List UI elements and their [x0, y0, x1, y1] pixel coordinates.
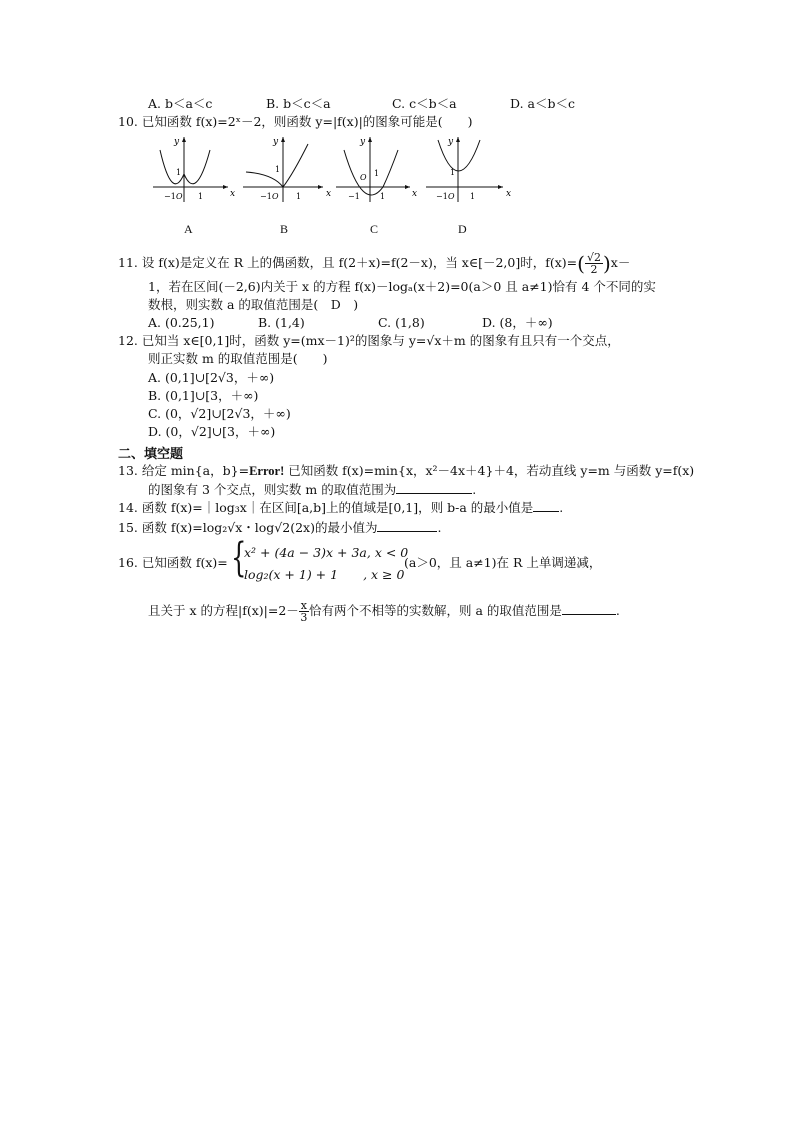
graph-b-tick-right: 1: [296, 192, 302, 201]
q14-text: 14. 函数 f(x)=｜log₃x｜在区间[a,b]上的值域是[0,1]，则 b-a 的最小值是: [118, 500, 534, 515]
graph-b-tick-neg1: −1: [260, 192, 272, 201]
q16-answer-blank[interactable]: [562, 602, 616, 615]
q16-fraction: [299, 600, 309, 623]
graph-d-tick-right: 1: [470, 192, 476, 201]
q16-case1: x² + (4a − 3)x + 3a, x < 0: [244, 545, 409, 560]
q12-line2: 则正实数 m 的取值范围是( ): [148, 351, 328, 366]
graph-label-a: A: [184, 222, 193, 236]
q16-brace: {: [231, 535, 247, 581]
q11-option-b: B. (1,4): [258, 315, 305, 330]
section-fill-in-heading: 二、填空题: [118, 447, 184, 462]
q16-case2: log₂(x + 1) + 1 , x ≥ 0: [244, 567, 405, 582]
q16-line2-b: 恰有两个不相等的实数解，则 a 的取值范围是: [309, 603, 562, 618]
q16-frac-den: 3: [300, 611, 308, 624]
q10-graph-svg: [148, 132, 708, 212]
graph-c-tick-right: 1: [380, 192, 386, 201]
graph-c-y-label: y: [360, 137, 366, 147]
q14-end: .: [559, 500, 564, 515]
graph-d-origin: O: [448, 192, 455, 201]
q11-frac-num: √2: [586, 251, 601, 264]
q13-line1: [118, 463, 694, 479]
q15-line: [118, 519, 441, 536]
q13-stem-a: 13. 给定 min{a，b}=: [118, 463, 250, 478]
q11-fraction: [585, 252, 603, 275]
q16-suffix: (a＞0，且 a≠1)在 R 上单调递减，: [404, 555, 602, 570]
graph-d: [426, 137, 511, 202]
q11-frac-den: 2: [590, 263, 598, 276]
graph-label-c: C: [370, 222, 379, 236]
q11-line2: 1，若在区间(－2,6)内关于 x 的方程 f(x)－logₐ(x＋2)=0(a＞0 且 a≠1)恰有 4 个不同的实: [148, 279, 656, 294]
q13-stem-b: 已知函数 f(x)=min{x，x²－4x＋4}＋4，若动直线 y=m 与函数 y=f(x): [284, 463, 695, 478]
graph-label-b: B: [280, 222, 289, 236]
graph-a: [153, 137, 235, 202]
graph-c-tick-neg1: −1: [348, 192, 360, 201]
graph-a-x-label: x: [230, 189, 236, 199]
graph-c-x-label: x: [412, 189, 418, 199]
graph-b-tick-1: 1: [275, 165, 281, 174]
q16-line2: [148, 600, 620, 623]
graph-label-d: D: [458, 222, 467, 236]
graph-d-tick-1: 1: [450, 168, 456, 177]
graph-a-y-label: y: [174, 137, 180, 147]
q13-line2: [148, 481, 476, 498]
q16-prefix: 16. 已知函数 f(x)=: [118, 555, 228, 570]
q14-line: [118, 499, 563, 516]
q16-line2-a: 且关于 x 的方程|f(x)|=2－: [148, 603, 299, 618]
q13-line2-text: 的图象有 3 个交点，则实数 m 的取值范围为: [148, 482, 397, 497]
graph-b-x-label: x: [326, 189, 332, 199]
q11-line3: 数根，则实数 a 的取值范围是( D ): [148, 297, 359, 312]
q15-text: 15. 函数 f(x)=log₂√x・log√2(2x)的最小值为: [118, 520, 378, 535]
q14-answer-blank[interactable]: [533, 499, 559, 512]
graph-a-tick-right: 1: [198, 192, 204, 201]
graph-b-origin: O: [272, 192, 279, 201]
q10-stem: 10. 已知函数 f(x)=2ˣ－2，则函数 y=|f(x)|的图象可能是( ): [118, 114, 473, 129]
q12-option-c: C. (0，√2]∪[2√3，＋∞): [148, 406, 291, 421]
q9-option-d: D. a＜b＜c: [510, 96, 575, 111]
q9-option-c: C. c＜b＜a: [392, 96, 457, 111]
q11-option-d: D. (8，＋∞): [482, 315, 553, 330]
graph-b-y-label: y: [273, 137, 279, 147]
graph-b: [243, 137, 331, 202]
q16-line2-end: .: [615, 603, 620, 618]
q9-option-a: A. b＜a＜c: [148, 96, 213, 111]
graph-a-tick-neg1: −1: [164, 192, 176, 201]
graph-d-tick-neg1: −1: [436, 192, 448, 201]
graph-d-x-label: x: [506, 189, 512, 199]
q12-line1: 12. 已知当 x∈[0,1]时，函数 y=(mx－1)²的图象与 y=√x＋m 的图象有且只有一个交点，: [118, 333, 620, 348]
q15-answer-blank[interactable]: [377, 519, 437, 532]
q12-option-b: B. (0,1]∪[3，＋∞): [148, 388, 259, 403]
q12-option-a: A. (0,1]∪[2√3，＋∞): [148, 370, 275, 385]
q9-option-b: B. b＜c＜a: [266, 96, 331, 111]
q13-line2-end: .: [472, 482, 477, 497]
q11-option-c: C. (1,8): [378, 315, 425, 330]
q12-option-d: D. (0，√2]∪[3，＋∞): [148, 424, 276, 439]
q11-line1: 11. 设 f(x)是定义在 R 上的偶函数，且 f(2＋x)=f(2－x)，当 x∈[－2,0]时，f(x)=( $\frac{√2}{2}$ )x－: [118, 251, 631, 276]
q13-error-text: Error!: [249, 464, 285, 478]
q11-stem-b: x－: [610, 255, 631, 270]
q15-end: .: [437, 520, 442, 535]
q13-answer-blank[interactable]: [396, 481, 472, 494]
graph-c-tick-1: 1: [374, 169, 380, 178]
q16-frac-num: x: [300, 599, 307, 612]
graph-d-y-label: y: [448, 137, 454, 147]
q11-option-a: A. (0.25,1): [148, 315, 215, 330]
graph-c: [336, 137, 417, 202]
q10-graphs: [148, 132, 708, 212]
graph-c-origin: O: [360, 173, 367, 182]
graph-a-origin: O: [176, 192, 183, 201]
graph-a-tick-1: 1: [176, 168, 182, 177]
q11-stem-a: 11. 设 f(x)是定义在 R 上的偶函数，且 f(2＋x)=f(2－x)，当 x∈[－2,0]时，f(x)=: [118, 255, 578, 270]
